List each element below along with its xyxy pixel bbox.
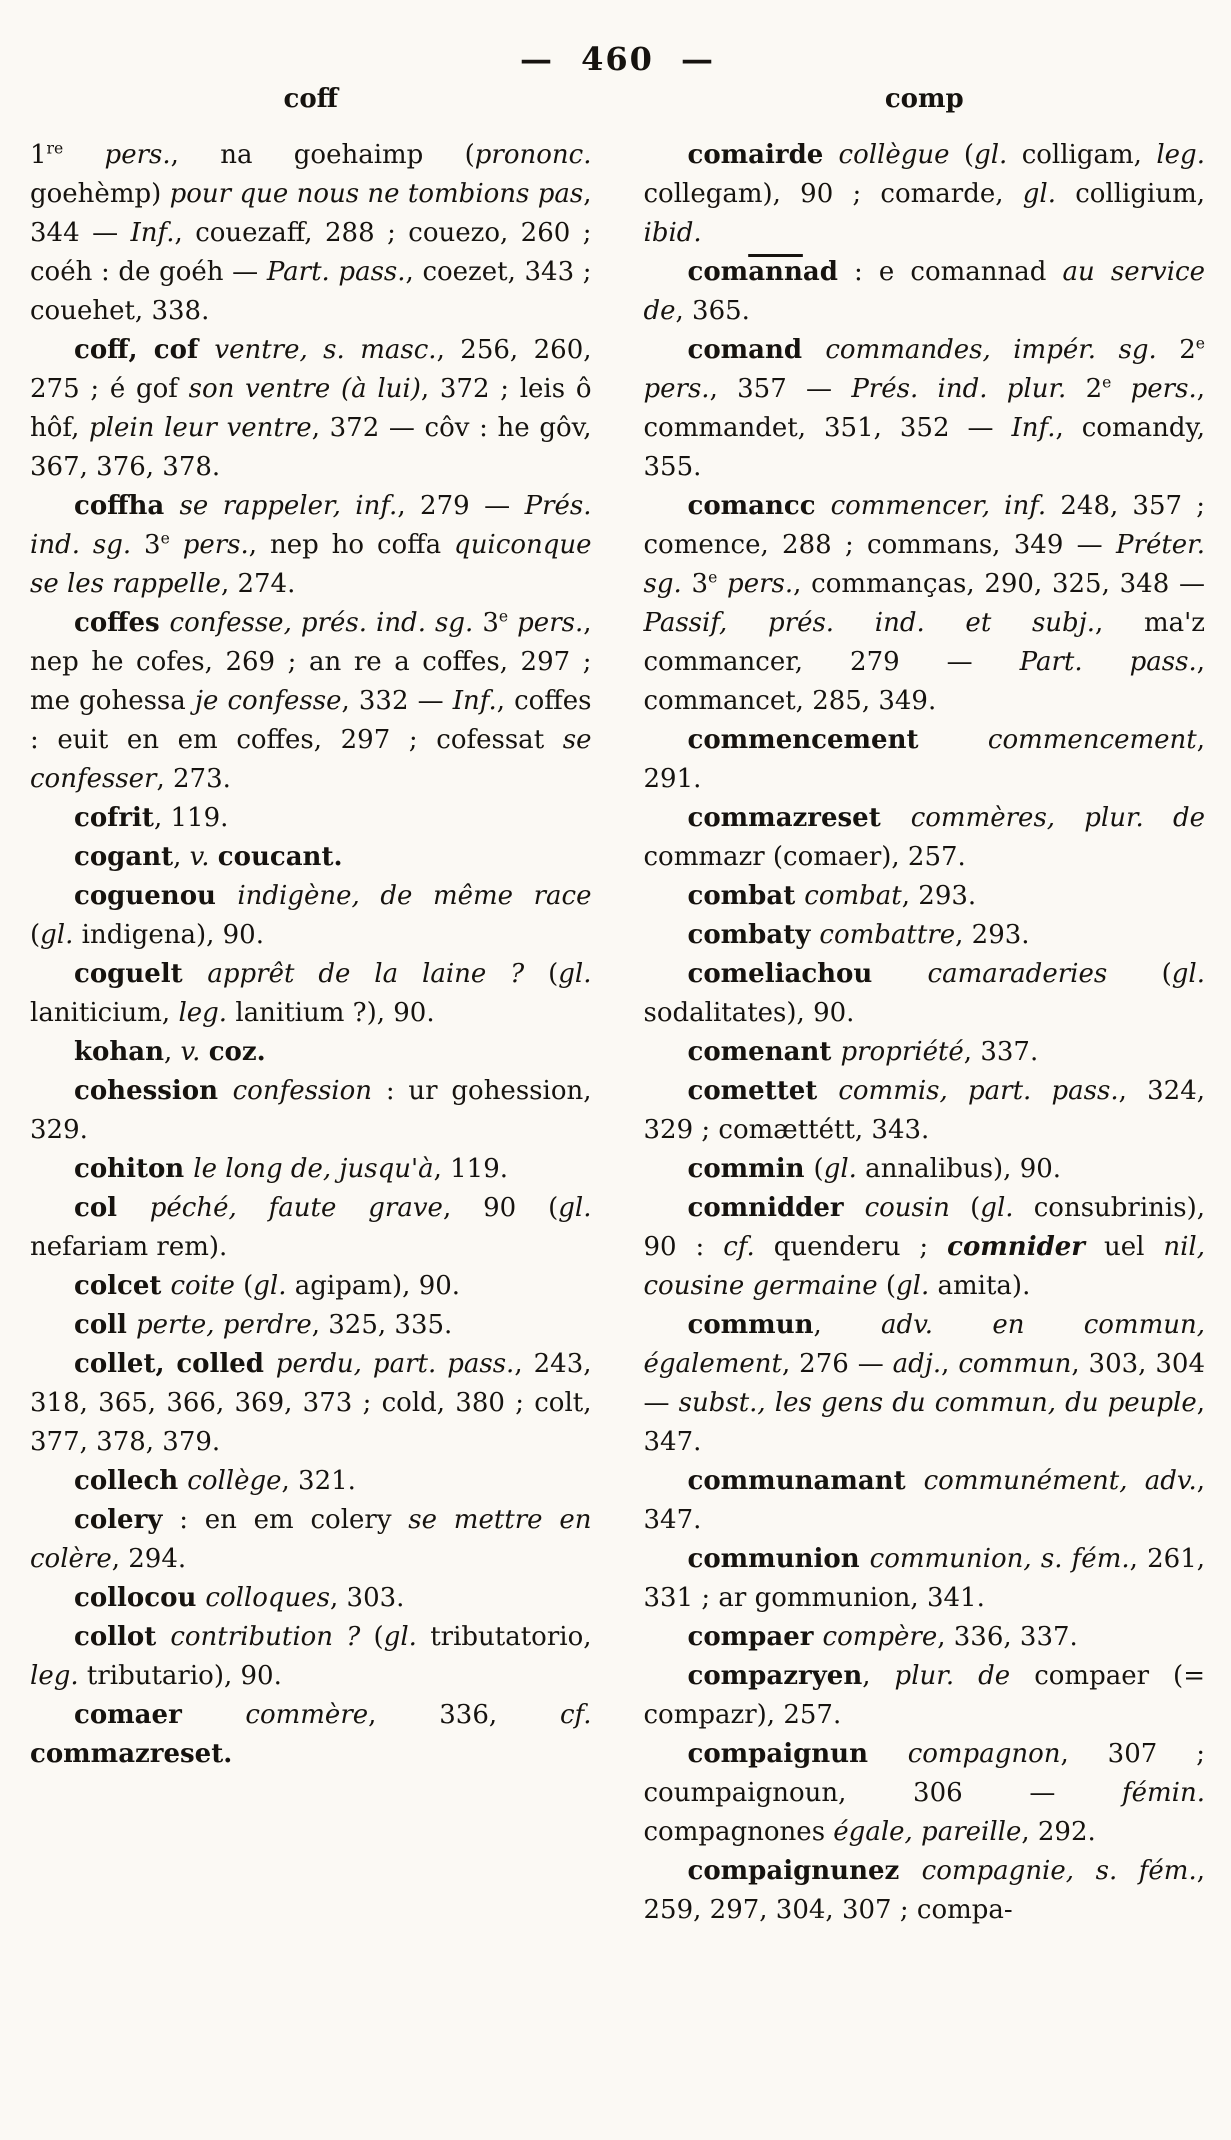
- entry-text-segment: commazreset.: [30, 1739, 233, 1769]
- entry-text-segment: laniticium,: [30, 998, 179, 1028]
- entry-text-segment: coucant.: [217, 842, 343, 872]
- entry-text-segment: , 279 —: [397, 491, 525, 521]
- dictionary-entry: [30, 1579, 592, 1618]
- entry-text-segment: cofrit: [74, 803, 154, 833]
- entry-text-segment: commencer, inf.: [830, 491, 1047, 521]
- entry-text-segment: , 372 ; leis ô hôf,: [30, 374, 592, 443]
- entry-text-segment: e: [160, 529, 170, 548]
- entry-text-segment: , 294.: [111, 1544, 187, 1574]
- entry-text-segment: commandes, impér. sg.: [825, 335, 1157, 365]
- entry-text-segment: commères, plur. de: [910, 803, 1205, 833]
- entry-text-segment: (: [877, 1271, 896, 1301]
- dictionary-entry: [644, 955, 1206, 1033]
- entry-text-segment: Inf.: [130, 218, 175, 248]
- entry-text-segment: e: [1195, 334, 1205, 353]
- dictionary-entry: [30, 1150, 592, 1189]
- entry-text-segment: leg.: [1156, 140, 1205, 170]
- entry-text-segment: comnidder: [687, 1193, 865, 1223]
- entry-text-segment: , 347.: [643, 1388, 1205, 1457]
- dictionary-entry: [30, 331, 592, 487]
- entry-text-segment: son ventre (à lui): [188, 374, 421, 404]
- entry-text-segment: Part. pass.: [1019, 647, 1197, 677]
- entry-text-segment: Prés. ind. plur.: [851, 374, 1067, 404]
- entry-text-segment: e: [708, 568, 718, 587]
- entry-text-segment: commère: [245, 1700, 369, 1730]
- entry-text-segment: collège: [187, 1466, 282, 1496]
- entry-text-segment: , na goehaimp (: [170, 140, 475, 170]
- entry-text-segment: v.: [189, 842, 210, 872]
- entry-text-segment: plein leur ventre: [89, 413, 312, 443]
- entry-text-segment: collocou: [74, 1583, 206, 1613]
- entry-text-segment: v.: [180, 1037, 201, 1067]
- entry-text-segment: Passif, prés. ind. et subj.: [643, 608, 1096, 638]
- left-column: [30, 82, 592, 1930]
- dictionary-entry: [30, 1033, 592, 1072]
- entry-text-segment: communion, s. fém.: [869, 1544, 1130, 1574]
- entry-text-segment: cousin: [864, 1193, 950, 1223]
- entry-text-segment: compagnones: [643, 1817, 834, 1847]
- entry-text-segment: fémin.: [1122, 1778, 1205, 1808]
- entry-text-segment: égale, pareille: [833, 1817, 1022, 1847]
- entry-text-segment: colligam,: [1007, 140, 1157, 170]
- dictionary-entry: [644, 253, 1206, 331]
- columns-container: [30, 82, 1205, 1930]
- entry-text-segment: collet, colled: [74, 1349, 276, 1379]
- entry-text-segment: , commancet, 285, 349.: [643, 647, 1205, 716]
- entry-text-segment: ad: [802, 257, 838, 287]
- entry-text-segment: combattre: [819, 920, 956, 950]
- entry-text-segment: consubrinis), 90 :: [643, 1193, 1205, 1262]
- dictionary-entry: [30, 1072, 592, 1150]
- dictionary-entry: [644, 1657, 1206, 1735]
- entry-text-segment: colligium,: [1055, 179, 1205, 209]
- entry-text-segment: confession: [232, 1076, 372, 1106]
- entry-text-segment: sodalitates), 90.: [643, 998, 855, 1028]
- entry-text-segment: combaty: [687, 920, 820, 950]
- entry-text-segment: commencement: [687, 725, 988, 755]
- dictionary-entry: [30, 1189, 592, 1267]
- entry-text-segment: , coffes : euit en em coffes, 297 ; cofessat: [30, 686, 592, 755]
- entry-text-segment: communion: [687, 1544, 870, 1574]
- entry-text-segment: , 332 —: [341, 686, 453, 716]
- entry-text-segment: commin: [687, 1154, 814, 1184]
- entry-text-segment: , coezet, 343 ; couehet, 338.: [30, 257, 592, 326]
- entry-text-segment: pers.: [717, 569, 794, 599]
- entry-text-segment: Prés. ind. sg.: [30, 491, 592, 560]
- entry-text-segment: collegam), 90 ; comarde,: [643, 179, 1023, 209]
- entry-text-segment: ibid.: [643, 218, 702, 248]
- dictionary-entry: [644, 1735, 1206, 1852]
- entry-text-segment: (: [524, 959, 559, 989]
- entry-text-segment: , 336,: [368, 1700, 560, 1730]
- entry-text-segment: nil, cousine germaine: [643, 1232, 1206, 1301]
- entry-text-segment: plur. de: [894, 1661, 1011, 1691]
- entry-text-segment: [210, 842, 218, 872]
- entry-text-segment: (: [234, 1271, 254, 1301]
- entry-text-segment: ,: [173, 842, 190, 872]
- entry-text-segment: cohiton: [74, 1154, 194, 1184]
- entry-text-segment: colcet: [74, 1271, 171, 1301]
- entry-text-segment: adj.: [892, 1349, 942, 1379]
- entry-text-segment: , 365.: [675, 296, 750, 326]
- entry-text-segment: e: [498, 607, 509, 626]
- dictionary-entry: [644, 1462, 1206, 1540]
- entry-text-segment: pers.: [63, 140, 171, 170]
- entry-text-segment: combat: [687, 881, 805, 911]
- entry-text-segment: (: [30, 920, 41, 950]
- entry-text-segment: pers.: [508, 608, 584, 638]
- entry-text-segment: 3: [131, 530, 161, 560]
- entry-text-segment: re: [46, 139, 64, 158]
- entry-text-segment: indigena), 90.: [73, 920, 264, 950]
- column-header-right: comp: [884, 84, 964, 114]
- entry-text-segment: , commandet, 351, 352 —: [643, 374, 1205, 443]
- entry-text-segment: comand: [687, 335, 826, 365]
- dictionary-entry: [30, 136, 592, 331]
- entry-text-segment: communamant: [687, 1466, 924, 1496]
- page-number: — 460 —: [519, 40, 716, 78]
- entry-text-segment: commis, part. pass.: [838, 1076, 1119, 1106]
- entry-text-segment: , 336, 337.: [937, 1622, 1078, 1652]
- entry-text-segment: cf.: [723, 1232, 755, 1262]
- entry-text-segment: gl.: [896, 1271, 930, 1301]
- entry-text-segment: gl.: [558, 1193, 592, 1223]
- entry-text-segment: propriété: [840, 1037, 964, 1067]
- entry-text-segment: gl.: [1022, 179, 1056, 209]
- entry-text-segment: , commanças, 290, 325, 348 —: [793, 569, 1205, 599]
- entry-text-segment: ,: [862, 1661, 895, 1691]
- dictionary-entry: [644, 136, 1206, 253]
- dictionary-entry: [644, 1072, 1206, 1150]
- entry-text-segment: , 303.: [330, 1583, 405, 1613]
- entry-text-segment: coll: [74, 1310, 136, 1340]
- entry-text-segment: commencement: [987, 725, 1197, 755]
- entry-text-segment: je confesse: [194, 686, 342, 716]
- entry-text-segment: compagnie, s. fém.: [921, 1856, 1197, 1886]
- entry-text-segment: le long de, jusqu'à: [193, 1154, 434, 1184]
- entry-text-segment: adv. en commun, également: [643, 1310, 1205, 1379]
- entry-text-segment: , 90 (: [442, 1193, 559, 1223]
- entry-text-segment: commun: [687, 1310, 814, 1340]
- dictionary-entry: [30, 838, 592, 877]
- entry-text-segment: [200, 1037, 208, 1067]
- dictionary-entry: [644, 721, 1206, 799]
- entry-text-segment: combat: [804, 881, 902, 911]
- entry-text-segment: : en em colery: [162, 1505, 409, 1535]
- entry-text-segment: quenderu ;: [754, 1232, 948, 1262]
- entry-text-segment: gl.: [558, 959, 592, 989]
- entry-text-segment: , 321.: [281, 1466, 356, 1496]
- dictionary-entry: [30, 1618, 592, 1696]
- entry-text-segment: , 273.: [156, 764, 231, 794]
- entry-text-segment: apprêt de la laine ?: [207, 959, 525, 989]
- entry-text-segment: pers.: [169, 530, 249, 560]
- entry-text-segment: ventre, s. masc.: [214, 335, 437, 365]
- entry-text-segment: comnider: [947, 1232, 1086, 1262]
- dictionary-entry: [30, 1306, 592, 1345]
- dictionary-entry: [30, 1345, 592, 1462]
- dictionary-entry: [30, 799, 592, 838]
- dictionary-entry: [644, 1189, 1206, 1306]
- entry-text-segment: (: [813, 1154, 824, 1184]
- entry-text-segment: , couezaff, 288 ; couezo, 260 ; coéh : de goéh —: [30, 218, 592, 287]
- entry-text-segment: cogant: [74, 842, 174, 872]
- dictionary-entry: [30, 487, 592, 604]
- entry-text-segment: (: [1107, 959, 1172, 989]
- entry-text-segment: , 347.: [643, 1466, 1205, 1535]
- entry-text-segment: coite: [170, 1271, 235, 1301]
- entry-text-segment: annalibus), 90.: [856, 1154, 1062, 1184]
- entry-text-segment: , 307 ; coumpaignoun, 306 —: [643, 1739, 1205, 1808]
- dictionary-entry: [644, 877, 1206, 916]
- entry-text-segment: coffes: [74, 608, 170, 638]
- dictionary-entry: [30, 1696, 592, 1774]
- entry-text-segment: perte, perdre: [135, 1310, 312, 1340]
- entry-text-segment: prononc.: [474, 140, 592, 170]
- entry-text-segment: , 274.: [220, 569, 296, 599]
- left-column-entries: [30, 136, 592, 1774]
- entry-text-segment: , 256, 260, 275 ; é gof: [30, 335, 592, 404]
- dictionary-entry: [644, 487, 1206, 721]
- entry-text-segment: , 291.: [643, 725, 1205, 794]
- entry-text-segment: , 372 — côv : he gôv, 367, 376, 378.: [30, 413, 592, 482]
- entry-text-segment: collot: [74, 1622, 171, 1652]
- dictionary-entry: [644, 331, 1206, 487]
- entry-text-segment: compazryen: [687, 1661, 863, 1691]
- entry-text-segment: , 119.: [153, 803, 229, 833]
- dictionary-entry: [30, 1462, 592, 1501]
- entry-text-segment: se mettre en colère: [30, 1505, 592, 1574]
- entry-text-segment: $\overline{ann}$: [748, 257, 803, 287]
- entry-text-segment: comaer: [74, 1700, 246, 1730]
- entry-text-segment: , 325, 335.: [311, 1310, 453, 1340]
- entry-text-segment: Inf.: [1011, 413, 1056, 443]
- right-column-entries: [644, 136, 1206, 1930]
- entry-text-segment: commazr (comaer), 257.: [643, 842, 966, 872]
- column-header-left: coff: [283, 84, 338, 114]
- entry-text-segment: Part. pass.: [266, 257, 406, 287]
- entry-text-segment: (: [949, 1193, 981, 1223]
- entry-text-segment: compaer (= compazr), 257.: [643, 1661, 1205, 1730]
- entry-text-segment: indigène, de même race: [237, 881, 592, 911]
- entry-text-segment: gl.: [823, 1154, 857, 1184]
- entry-text-segment: , nep he cofes, 269 ; an re a coffes, 297 ; me gohessa: [30, 608, 592, 716]
- entry-text-segment: cohession: [74, 1076, 233, 1106]
- entry-text-segment: compère: [822, 1622, 938, 1652]
- entry-text-segment: lanitium ?), 90.: [227, 998, 435, 1028]
- entry-text-segment: péché, faute grave: [149, 1193, 443, 1223]
- dictionary-entry: [30, 1501, 592, 1579]
- entry-text-segment: ,: [164, 1037, 181, 1067]
- entry-text-segment: compaignun: [687, 1739, 908, 1769]
- entry-text-segment: , 259, 297, 304, 307 ; compa-: [643, 1856, 1205, 1925]
- entry-text-segment: Inf.: [452, 686, 497, 716]
- entry-text-segment: col: [74, 1193, 150, 1223]
- entry-text-segment: leg.: [30, 1661, 79, 1691]
- dictionary-entry: [644, 1852, 1206, 1930]
- right-column: [644, 82, 1206, 1930]
- entry-text-segment: gl.: [383, 1622, 417, 1652]
- entry-text-segment: , ma'z commancer, 279 —: [643, 608, 1205, 677]
- entry-text-segment: se rappeler, inf.: [179, 491, 398, 521]
- entry-text-segment: compaer: [687, 1622, 823, 1652]
- dictionary-entry: [644, 1306, 1206, 1462]
- entry-text-segment: pers.: [1111, 374, 1197, 404]
- entry-text-segment: (: [360, 1622, 384, 1652]
- entry-text-segment: collech: [74, 1466, 188, 1496]
- entry-text-segment: , 243, 318, 365, 366, 369, 373 ; cold, 380 ; colt, 377, 378, 379.: [30, 1349, 592, 1457]
- dictionary-entry: [644, 1540, 1206, 1618]
- entry-text-segment: e: [1102, 373, 1112, 392]
- entry-text-segment: coz.: [208, 1037, 266, 1067]
- entry-text-segment: colloques: [205, 1583, 331, 1613]
- entry-text-segment: compaignunez: [687, 1856, 922, 1886]
- entry-text-segment: , 344 —: [30, 179, 592, 248]
- entry-text-segment: , 293.: [901, 881, 977, 911]
- entry-text-segment: coff, cof: [74, 335, 215, 365]
- dictionary-entry: [644, 1618, 1206, 1657]
- entry-text-segment: gl.: [980, 1193, 1014, 1223]
- entry-text-segment: leg.: [178, 998, 228, 1028]
- entry-text-segment: agipam), 90.: [286, 1271, 461, 1301]
- dictionary-entry: [644, 1033, 1206, 1072]
- entry-text-segment: camaraderies: [927, 959, 1108, 989]
- entry-text-segment: gl.: [253, 1271, 287, 1301]
- entry-text-segment: contribution ?: [170, 1622, 361, 1652]
- entry-text-segment: Préter. sg.: [643, 530, 1205, 599]
- entry-text-segment: gl.: [40, 920, 74, 950]
- entry-text-segment: pers.: [643, 374, 710, 404]
- entry-text-segment: confesse, prés. ind. sg.: [169, 608, 474, 638]
- entry-text-segment: perdu, part. pass.: [275, 1349, 515, 1379]
- entry-text-segment: 248, 357 ; comence, 288 ; commans, 349 —: [643, 491, 1205, 560]
- entry-text-segment: comairde: [687, 140, 839, 170]
- entry-text-segment: quiconque se les rappelle: [30, 530, 592, 599]
- entry-text-segment: 3: [473, 608, 499, 638]
- entry-text-segment: gl.: [1171, 959, 1205, 989]
- entry-text-segment: nefariam rem).: [30, 1232, 228, 1262]
- entry-text-segment: compagnon: [907, 1739, 1061, 1769]
- entry-text-segment: , 324, 329 ; comættétt, 343.: [643, 1076, 1206, 1145]
- entry-text-segment: tributario), 90.: [78, 1661, 282, 1691]
- entry-text-segment: cf.: [559, 1700, 592, 1730]
- entry-text-segment: : e comannad: [837, 257, 1063, 287]
- entry-text-segment: kohan: [74, 1037, 165, 1067]
- entry-text-segment: , 357 —: [709, 374, 852, 404]
- entry-text-segment: ,: [813, 1310, 882, 1340]
- entry-text-segment: goehèmp): [30, 179, 170, 209]
- entry-text-segment: collègue: [838, 140, 950, 170]
- entry-text-segment: , 293.: [955, 920, 1030, 950]
- entry-text-segment: , 337.: [963, 1037, 1039, 1067]
- entry-text-segment: coffha: [74, 491, 180, 521]
- entry-text-segment: coguelt: [74, 959, 208, 989]
- entry-text-segment: comeliachou: [687, 959, 928, 989]
- entry-text-segment: se confesser: [30, 725, 592, 794]
- dictionary-entry: [30, 1267, 592, 1306]
- entry-text-segment: coguenou: [74, 881, 238, 911]
- entry-text-segment: , 303, 304 —: [643, 1349, 1206, 1418]
- entry-text-segment: , 276 —: [781, 1349, 893, 1379]
- dictionary-entry: [644, 799, 1206, 877]
- entry-text-segment: comettet: [687, 1076, 839, 1106]
- entry-text-segment: 2: [1156, 335, 1196, 365]
- entry-text-segment: , 292.: [1021, 1817, 1096, 1847]
- entry-text-segment: subst., les gens du commun, du peuple: [678, 1388, 1197, 1418]
- entry-text-segment: 3: [681, 569, 709, 599]
- entry-text-segment: ,: [941, 1349, 959, 1379]
- entry-text-segment: comancc: [687, 491, 831, 521]
- dictionary-entry: [644, 1150, 1206, 1189]
- entry-text-segment: , comandy, 355.: [643, 413, 1205, 482]
- entry-text-segment: au service de: [643, 257, 1205, 326]
- dictionary-entry: [30, 604, 592, 799]
- dictionary-entry: [30, 955, 592, 1033]
- dictionary-entry: [30, 877, 592, 955]
- entry-text-segment: gl.: [974, 140, 1008, 170]
- entry-text-segment: tributatorio,: [416, 1622, 592, 1652]
- entry-text-segment: commazreset: [687, 803, 911, 833]
- entry-text-segment: 2: [1066, 374, 1103, 404]
- entry-text-segment: , 119.: [433, 1154, 509, 1184]
- entry-text-segment: : ur gohession, 329.: [30, 1076, 592, 1145]
- entry-text-segment: commun: [958, 1349, 1072, 1379]
- dictionary-entry: [644, 916, 1206, 955]
- entry-text-segment: 1: [30, 140, 47, 170]
- entry-text-segment: amita).: [929, 1271, 1031, 1301]
- entry-text-segment: , 261, 331 ; ar gommunion, 341.: [643, 1544, 1206, 1613]
- entry-text-segment: com: [687, 257, 749, 287]
- entry-text-segment: pour que nous ne tombions pas: [169, 179, 584, 209]
- entry-text-segment: (: [949, 140, 975, 170]
- entry-text-segment: , nep ho coffa: [248, 530, 455, 560]
- entry-text-segment: colery: [74, 1505, 163, 1535]
- entry-text-segment: uel: [1085, 1232, 1164, 1262]
- entry-text-segment: comenant: [687, 1037, 841, 1067]
- entry-text-segment: communément, adv.: [923, 1466, 1197, 1496]
